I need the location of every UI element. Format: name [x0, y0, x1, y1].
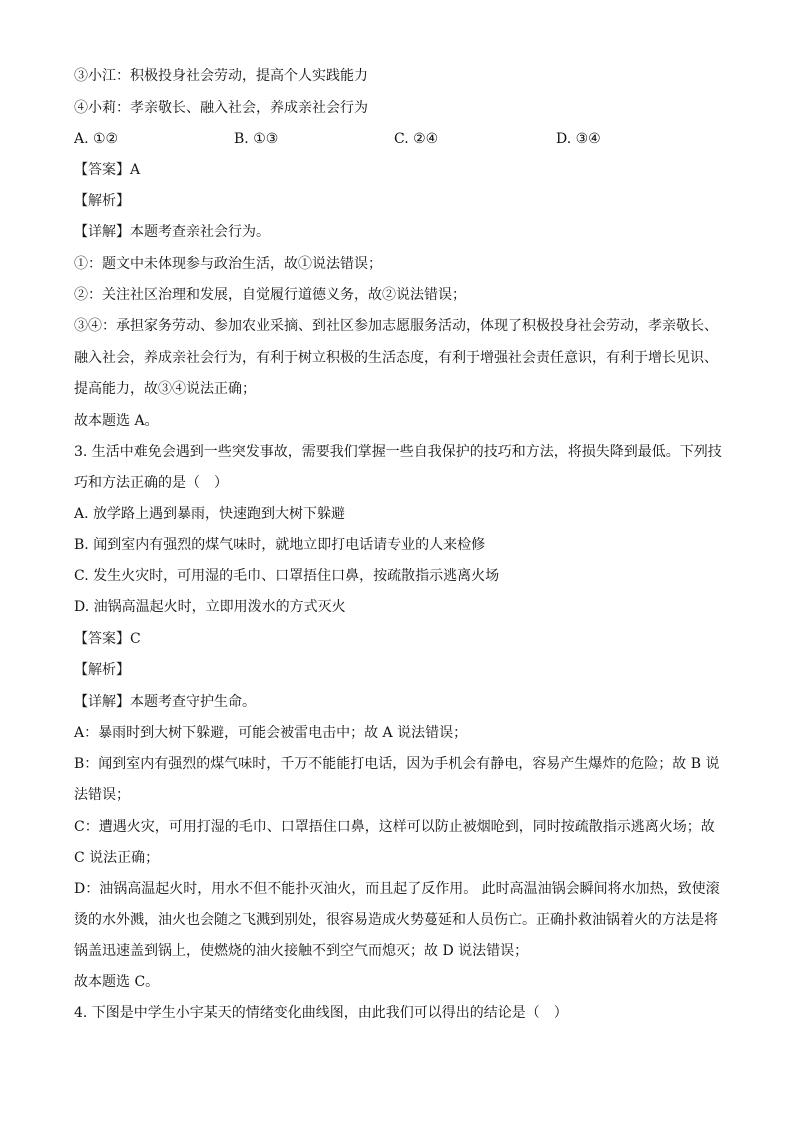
conclusion-line: 故本题选 C。 — [74, 974, 160, 990]
choice-b: B. ①③ — [234, 131, 279, 147]
detail-line: 【详解】本题考查亲社会行为。 — [74, 224, 270, 240]
question-3-choice-c: C. 发生火灾时，可用湿的毛巾、口罩捂住口鼻，按疏散指示逃离火场 — [74, 568, 500, 584]
detail-line: 【详解】本题考查守护生命。 — [74, 694, 256, 710]
conclusion-line: 故本题选 A。 — [74, 413, 159, 429]
question-4-stem: 4. 下图是中学生小宇某天的情绪变化曲线图，由此我们可以得出的结论是（ ） — [74, 1005, 568, 1021]
choice-a: A. ①② — [74, 131, 119, 147]
explanation-line: 融入社会，养成亲社会行为，有利于树立积极的生活态度，有利于增强社会责任意识，有利于增长见识、 — [74, 350, 718, 366]
question-3-choice-a: A. 放学路上遇到暴雨，快速跑到大树下躲避 — [74, 506, 346, 522]
answer-choices-q2 — [74, 129, 734, 149]
explanation-line: 烫的水外溅，油火也会随之飞溅到别处，很容易造成火势蔓延和人员伤亡。正确扑救油锅着火的方法是将 — [74, 912, 718, 928]
option-statement-4: ④小莉：孝亲敬长、融入社会，养成亲社会行为 — [74, 100, 368, 116]
explanation-line: ①：题文中未体现参与政治生活，故①说法错误； — [74, 256, 382, 272]
question-3-choice-b: B. 闻到室内有强烈的煤气味时，就地立即打电话请专业的人来检修 — [74, 537, 486, 553]
answer-label-q2: 【答案】A — [74, 162, 141, 178]
explanation-line: D：油锅高温起火时，用水不但不能扑灭油火，而且起了反作用。 此时高温油锅会瞬间将水加热，致使滚 — [74, 881, 720, 897]
explanation-line: 法错误； — [74, 787, 130, 803]
question-3-stem: 巧和方法正确的是（ ） — [74, 475, 228, 491]
question-3-stem: 3. 生活中难免会遇到一些突发事故，需要我们掌握一些自我保护的技巧和方法，将损失降到最低。下列技 — [74, 444, 722, 460]
analysis-label-q2: 【解析】 — [74, 193, 130, 209]
explanation-line: 提高能力，故③④说法正确； — [74, 381, 256, 397]
analysis-label-q3: 【解析】 — [74, 662, 130, 678]
explanation-line: 锅盖迅速盖到锅上，使燃烧的油火接触不到空气而熄灭；故 D 说法错误； — [74, 943, 529, 959]
explanation-line: B：闻到室内有强烈的煤气味时，千万不能能打电话，因为手机会有静电，容易产生爆炸的危险；故 B 说 — [74, 756, 720, 772]
choice-c: C. ②④ — [394, 131, 439, 147]
explanation-line: A：暴雨时到大树下躲避，可能会被雷电击中；故 A 说法错误； — [74, 725, 468, 741]
explanation-line: ②：关注社区治理和发展，自觉履行道德义务，故②说法错误； — [74, 287, 466, 303]
answer-label-q3: 【答案】C — [74, 631, 141, 647]
option-statement-3: ③小江：积极投身社会劳动，提高个人实践能力 — [74, 68, 368, 84]
explanation-line: ③④：承担家务劳动、参加农业采摘、到社区参加志愿服务活动，体现了积极投身社会劳动，孝亲敬长、 — [74, 318, 718, 334]
choice-d: D. ③④ — [556, 131, 601, 147]
explanation-line: C 说法正确； — [74, 850, 160, 866]
question-3-choice-d: D. 油锅高温起火时，立即用泼水的方式灭火 — [74, 599, 346, 615]
explanation-line: C：遭遇火灾，可用打湿的毛巾、口罩捂住口鼻，这样可以防止被烟呛到，同时按疏散指示逃离火场；故 — [74, 819, 715, 835]
